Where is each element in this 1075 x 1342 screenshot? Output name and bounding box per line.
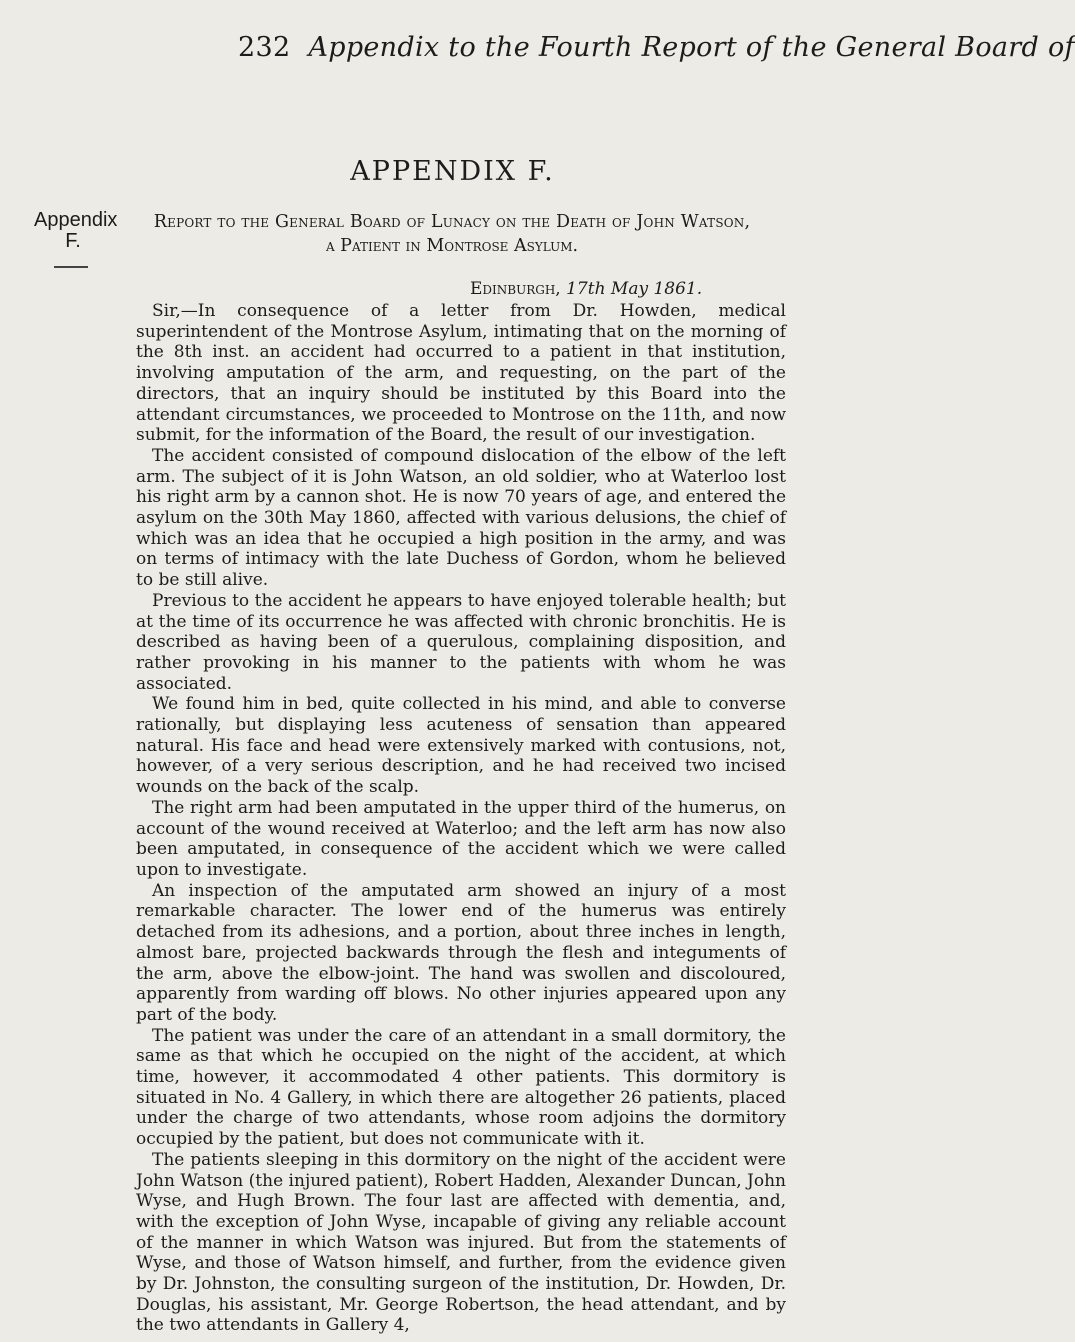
page-number: 232: [238, 32, 291, 63]
dateline: [470, 279, 702, 299]
dateline-place: Edinburgh,: [470, 279, 561, 299]
running-head-title: Appendix to the Fourth Report of the General Board of: [308, 32, 1075, 63]
report-title-line-1: Report to the General Board of Lunacy on the Death of John Watson,: [153, 212, 751, 232]
margin-note: [34, 209, 118, 252]
paragraph: We found him in bed, quite collected in his mind, and able to converse rationally, but displaying less acuteness of sensation than appeared natural. His face and head were extensively marked with contusions, not, however, of a very serious description, and he had received two incised wounds on the back of the scalp.: [136, 694, 786, 798]
margin-note-letter: F.: [65, 230, 81, 252]
margin-note-label: Appendix: [34, 209, 118, 231]
paragraph: An inspection of the amputated arm showed an injury of a most remarkable character. The lower end of the humerus was entirely detached from its adhesions, and a portion, about three inches in length, almost bare, projected backwards through the flesh and integuments of the arm, above the elbow-joint. The hand was swollen and discoloured, apparently from warding off blows. No other injuries appeared upon any part of the body.: [136, 880, 786, 1025]
paragraph: The right arm had been amputated in the upper third of the humerus, on account of the wound received at Waterloo; and the left arm has now also been amputated, in consequence of the accident which we were called upon to investigate.: [136, 797, 786, 880]
appendix-heading: APPENDIX F.: [350, 156, 555, 187]
paragraph: Sir,—In consequence of a letter from Dr. Howden, medical superintendent of the Montrose Asylum, intimating that on the morning of the 8th inst. an accident had occurred to a patient in that institution, involving amputation of the arm, and requesting, on the part of the directors, that an inquiry should be instituted by this Board into the attendant circumstances, we proceeded to Montrose on the 11th, and now submit, for the information of the Board, the result of our investigation.: [136, 301, 786, 446]
margin-divider: [54, 266, 88, 268]
paragraph: The accident consisted of compound dislocation of the elbow of the left arm. The subject of it is John Watson, an old soldier, who at Waterloo lost his right arm by a cannon shot. He is now 70 years of age, and entered the asylum on the 30th May 1860, affected with various delusions, the chief of which was an idea that he occupied a high position in the army, and was on terms of intimacy with the late Duchess of Gordon, whom he believed to be still alive.: [136, 445, 786, 591]
report-title-line-2: a Patient in Montrose Asylum.: [325, 236, 579, 256]
report-title: [118, 210, 786, 258]
running-head: [238, 32, 1075, 63]
paragraph: The patients sleeping in this dormitory on the night of the accident were John Watson (the injured patient), Robert Hadden, Alexander Duncan, John Wyse, and Hugh Brown. The four last are affected with dementia, and, with the exception of John Wyse, incapable of giving any reliable account of the manner in which Watson was injured. But from the statements of Wyse, and those of Watson himself, and further, from the evidence given by Dr. Johnston, the consulting surgeon of the institution, Dr. Howden, Dr. Douglas, his assistant, Mr. George Robertson, the head attendant, and by the two attendants in Gallery 4,: [136, 1149, 786, 1336]
dateline-date: 17th May 1861.: [566, 279, 703, 299]
report-body: [136, 301, 786, 1336]
paragraph: Previous to the accident he appears to have enjoyed tolerable health; but at the time of its occurrence he was affected with chronic bronchitis. He is described as having been of a querulous, complaining disposition, and rather provoking in his manner to the patients with whom he was associated.: [136, 590, 786, 694]
paragraph: The patient was under the care of an attendant in a small dormitory, the same as that which he occupied on the night of the accident, at which time, however, it accommodated 4 other patients. This dormitory is situated in No. 4 Gallery, in which there are altogether 26 patients, placed under the charge of two attendants, whose room adjoins the dormitory occupied by the patient, but does not communicate with it.: [136, 1025, 786, 1150]
